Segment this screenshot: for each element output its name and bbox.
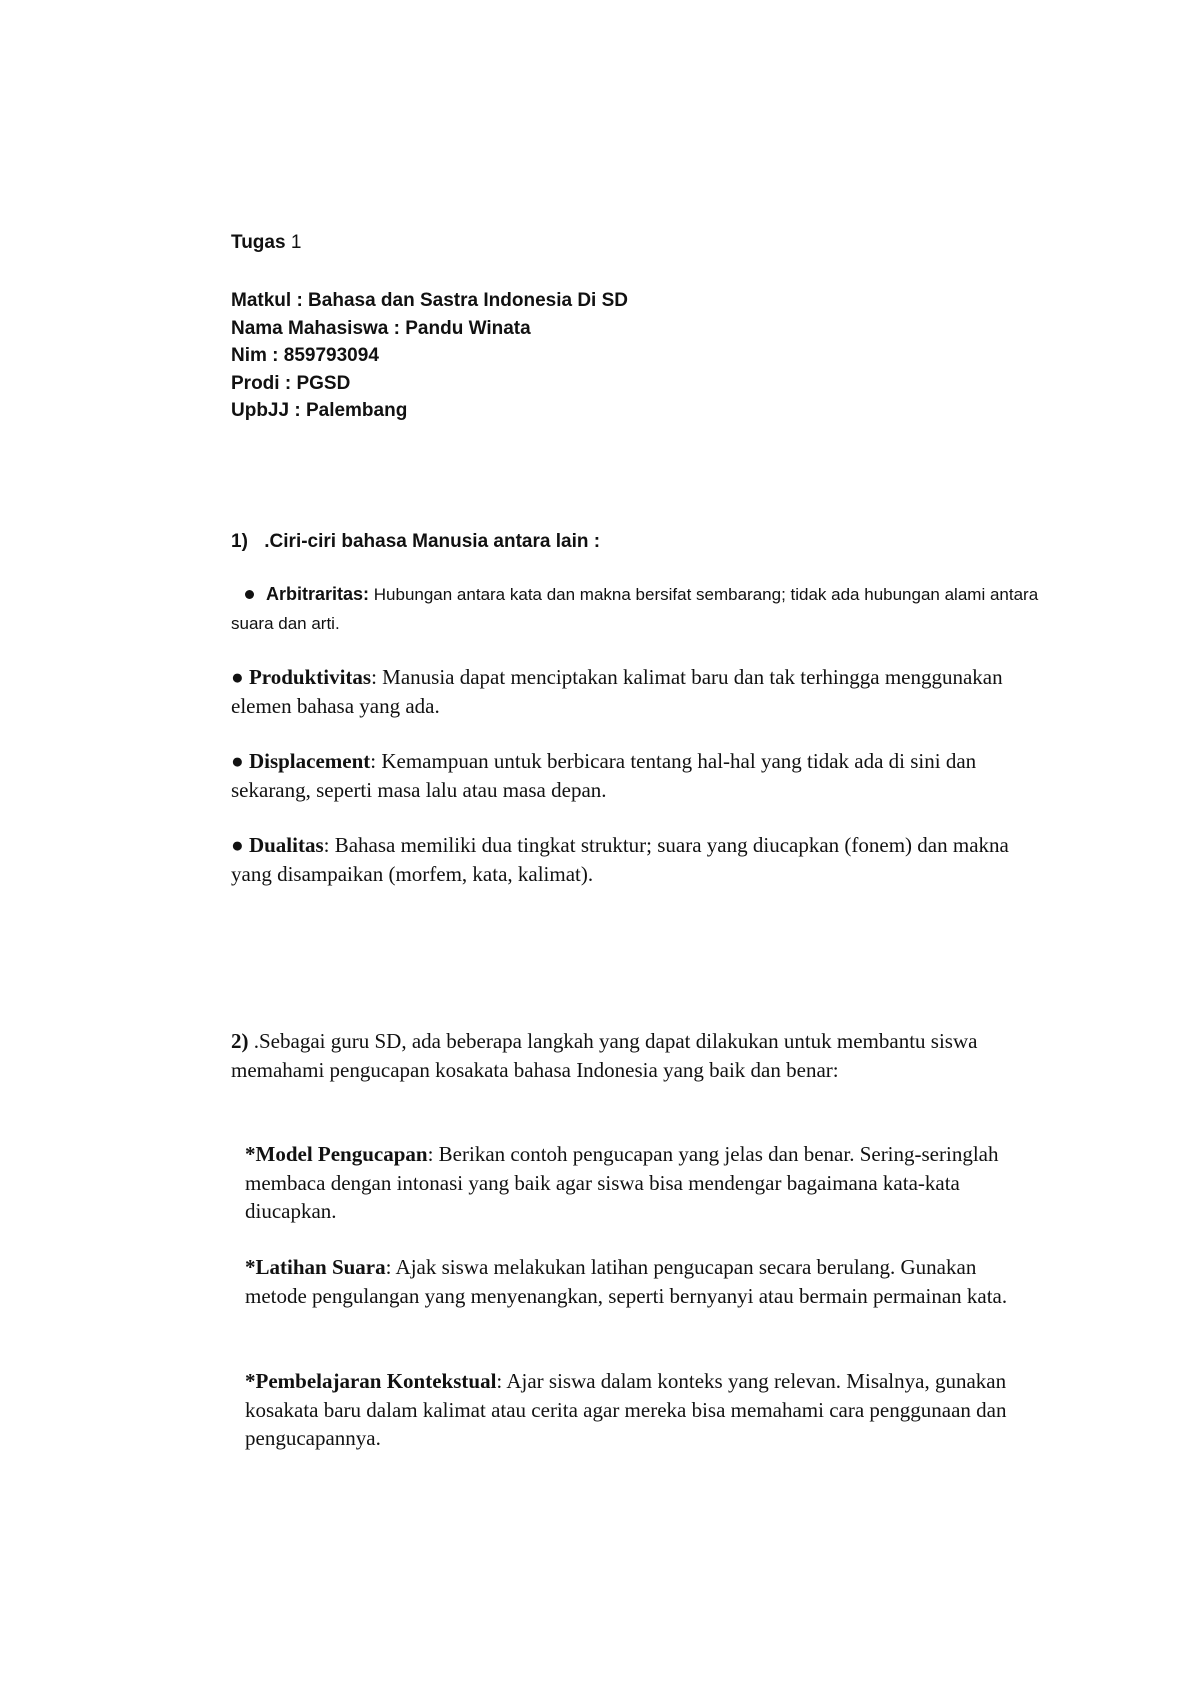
title-word: Tugas — [231, 232, 286, 253]
item-desc: : Ajak siswa melakukan latihan pengucapan secara berulang. Gunakan metode pengulangan yang menyenangkan, seperti bernyanyi atau bermain permainan kata. — [245, 1255, 1008, 1308]
item-desc: : Manusia dapat menciptakan kalimat baru dan tak terhingga menggunakan elemen bahasa yang ada. — [231, 665, 1003, 718]
info-prodi: Prodi : PGSD — [231, 372, 351, 394]
document-title — [231, 232, 1031, 254]
item-term: *Model Pengucapan — [245, 1142, 428, 1166]
student-info — [231, 287, 1031, 425]
info-nim: Nim : 859793094 — [231, 345, 379, 366]
bullet-icon — [245, 590, 254, 599]
title-number: 1 — [290, 232, 302, 253]
bullet-icon: ● — [231, 749, 249, 773]
info-matkul: Matkul : Bahasa dan Sastra Indonesia Di SD — [231, 290, 628, 311]
question-1-number: 1) — [231, 531, 248, 552]
list-item — [231, 1253, 1035, 1310]
question-1-heading — [231, 531, 1031, 553]
item-desc: : Ajar siswa dalam konteks yang relevan. Misalnya, gunakan kosakata baru dalam kalimat atau cerita agar mereka bisa memahami cara penggunaan dan pengucapannya. — [245, 1369, 1007, 1450]
list-item — [231, 580, 1041, 638]
item-term: Arbitraritas: — [266, 584, 370, 604]
item-desc: : Berikan contoh pengucapan yang jelas dan benar. Sering-seringlah membaca dengan intonasi yang baik agar siswa bisa mendengar bagaimana kata-kata diucapkan. — [245, 1142, 999, 1223]
question-2-text: .Sebagai guru SD, ada beberapa langkah yang dapat dilakukan untuk membantu siswa memahami pengucapan kosakata bahasa Indonesia yang baik dan benar: — [231, 1029, 978, 1082]
list-item — [231, 831, 1031, 888]
info-nama: Nama Mahasiswa : Pandu Winata — [231, 317, 531, 339]
item-desc: : Bahasa memiliki dua tingkat struktur; suara yang diucapkan (fonem) dan makna yang disampaikan (morfem, kata, kalimat). — [231, 833, 1009, 886]
list-item — [231, 1367, 1035, 1453]
question-2-number: 2) — [231, 1029, 249, 1053]
list-item — [231, 747, 1021, 804]
list-item — [231, 663, 1031, 720]
bullet-icon: ● — [231, 665, 249, 689]
item-desc: Hubungan antara kata dan makna bersifat sembarang; tidak ada hubungan alami antara suara dan arti. — [231, 585, 1039, 633]
list-item — [231, 1140, 1035, 1226]
item-term: Produktivitas — [248, 665, 372, 689]
item-term: Dualitas — [248, 833, 324, 857]
bullet-icon: ● — [231, 833, 249, 857]
item-term: *Pembelajaran Kontekstual — [245, 1369, 497, 1393]
question-2-heading — [231, 1027, 1021, 1084]
item-term: Displacement — [248, 749, 371, 773]
info-upbjj: UpbJJ : Palembang — [231, 400, 408, 421]
item-term: *Latihan Suara — [245, 1255, 386, 1279]
item-desc: : Kemampuan untuk berbicara tentang hal-hal yang tidak ada di sini dan sekarang, seperti masa lalu atau masa depan. — [231, 749, 977, 802]
question-1-text: .Ciri-ciri bahasa Manusia antara lain : — [264, 531, 601, 552]
